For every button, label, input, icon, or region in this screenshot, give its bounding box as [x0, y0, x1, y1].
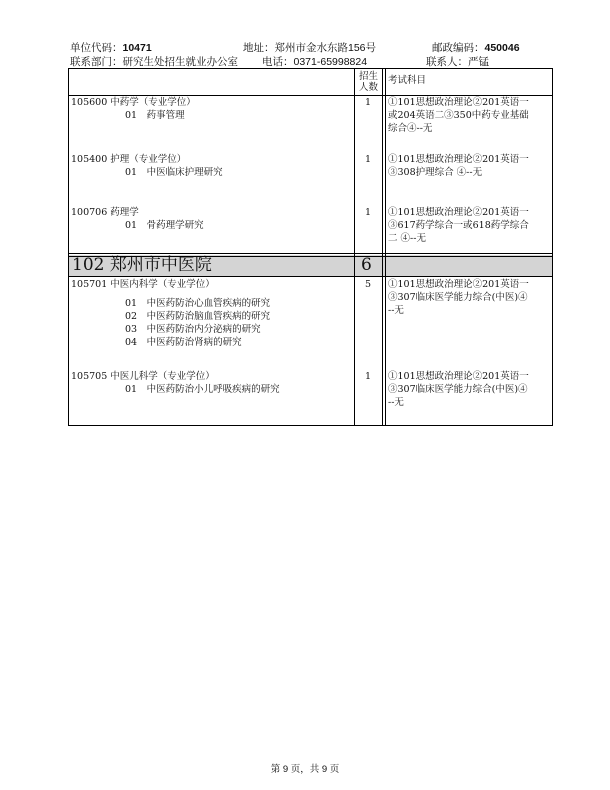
contact-label: 联系人：	[426, 56, 468, 68]
contact-value: 严锰	[468, 56, 489, 68]
direction-item: 01 药事管理	[125, 110, 185, 121]
exam-line: ③307临床医学能力综合(中医)④	[388, 384, 528, 395]
header-count-line2: 人数	[358, 82, 378, 93]
section-top-divider	[69, 253, 552, 257]
contact-person	[426, 54, 489, 69]
exam-line: ①101思想政治理论②201英语一	[388, 154, 529, 165]
section-count: 6	[361, 255, 372, 275]
direction-item: 01 中医药防治心血管疾病的研究	[125, 298, 271, 309]
exam-line: --无	[388, 397, 404, 408]
exam-line: ③617药学综合一或618药学综合	[388, 220, 529, 231]
address-label: 地址：	[243, 42, 275, 54]
page-number: 第 9 页，共 9 页	[270, 764, 340, 775]
unit-code-value: 10471	[122, 42, 152, 54]
section-title: 102 郑州市中医院	[72, 255, 212, 275]
direction-item: 01 骨药理学研究	[125, 220, 204, 231]
postcode	[432, 40, 520, 55]
exam-line: 二 ④--无	[388, 233, 426, 244]
column-divider	[382, 69, 386, 425]
dept-label: 联系部门：	[70, 56, 123, 68]
phone-value: 0371-65998824	[293, 56, 368, 68]
enroll-count: 1	[365, 154, 372, 165]
unit-code	[70, 40, 152, 55]
direction-item: 01 中医药防治小儿呼吸疾病的研究	[125, 384, 280, 395]
enroll-count: 1	[365, 207, 372, 218]
direction-item: 04 中医药防治肾病的研究	[125, 337, 242, 348]
direction-item: 02 中医药防治脑血管疾病的研究	[125, 311, 271, 322]
exam-line: --无	[388, 305, 404, 316]
enrollment-table	[68, 68, 553, 426]
exam-line: ①101思想政治理论②201英语一	[388, 279, 529, 290]
exam-line: ③307临床医学能力综合(中医)④	[388, 292, 528, 303]
major-title: 105701 中医内科学（专业学位）	[71, 279, 215, 290]
exam-line: ①101思想政治理论②201英语一	[388, 371, 529, 382]
exam-line: ①101思想政治理论②201英语一	[388, 97, 529, 108]
enroll-count: 1	[365, 97, 372, 108]
exam-line: 或204英语二③350中药专业基础	[388, 110, 529, 121]
postcode-label: 邮政编码：	[432, 42, 485, 54]
header-exam: 考试科目	[388, 75, 427, 86]
major-title: 105705 中医儿科学（专业学位）	[71, 371, 215, 382]
contact-dept	[70, 54, 238, 69]
section-row	[69, 255, 552, 276]
direction-item: 01 中医临床护理研究	[125, 167, 223, 178]
phone-label: 电话：	[262, 56, 294, 68]
section-bottom-divider	[69, 276, 552, 277]
dept-value: 研究生处招生就业办公室	[122, 56, 238, 68]
column-divider	[354, 69, 355, 425]
enroll-count: 1	[365, 371, 372, 382]
phone	[262, 54, 367, 69]
postcode-value: 450046	[484, 42, 520, 54]
exam-line: ①101思想政治理论②201英语一	[388, 207, 529, 218]
header-count	[355, 71, 382, 93]
unit-code-label: 单位代码：	[70, 42, 123, 54]
enroll-count: 5	[365, 279, 372, 290]
major-title: 105400 护理（专业学位）	[71, 154, 187, 165]
direction-item: 03 中医药防治内分泌病的研究	[125, 324, 261, 335]
header-count-line1: 招生	[358, 71, 378, 82]
address	[243, 40, 376, 55]
exam-line: ③308护理综合 ④--无	[388, 167, 483, 178]
exam-line: 综合④--无	[388, 123, 433, 134]
major-title: 100706 药理学	[71, 207, 139, 218]
major-title: 105600 中药学（专业学位）	[71, 97, 196, 108]
address-value: 郑州市金水东路156号	[274, 42, 377, 54]
